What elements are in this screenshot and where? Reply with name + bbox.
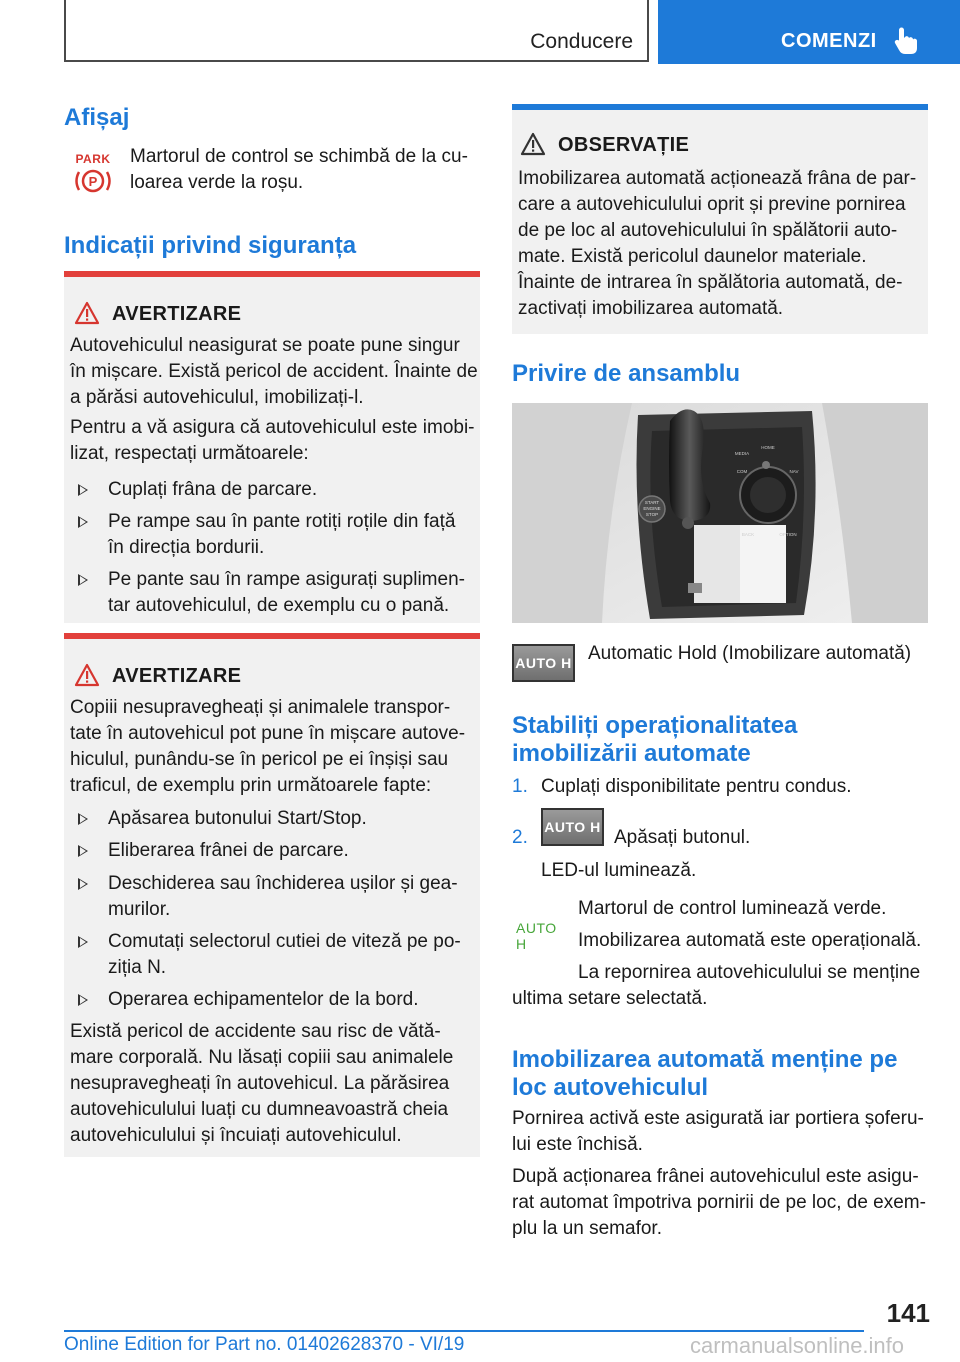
warning2-para2-line3: nesupravegheați în autovehicul. La părăsirea [70, 1073, 450, 1094]
watermark: carmanualsonline.info [690, 1333, 905, 1358]
indicator-tail: ultima setare selectată. [512, 988, 708, 1009]
warning2-para2-line5: autovehiculului și încuiați autovehiculul. [70, 1125, 402, 1146]
warning2-para1-line4: traficul, de exemplu prin următoarele fapte: [70, 775, 432, 796]
auto-hold-button-icon [512, 644, 575, 682]
warning-triangle-icon [520, 132, 546, 156]
list-item: Pe rampe sau în pante rotiți roțile din față în direcția bordurii. [78, 509, 455, 561]
warning1-para1-line3: a părăsi autovehiculul, imobilizați-l. [70, 387, 364, 408]
section-tab[interactable] [64, 0, 649, 62]
console-label-engine: ENGINE [643, 506, 661, 511]
step-number-1: 1. [512, 776, 528, 797]
warning2-para1-line2: tate în autovehicul pot pune în mișcare autove- [70, 723, 466, 744]
hold-para2-line3: plu la un semafor. [512, 1218, 662, 1239]
list-item: Apăsarea butonului Start/Stop. [78, 806, 367, 832]
warning-box-1 [64, 271, 480, 623]
list-item: Operarea echipamentelor de la bord. [78, 987, 419, 1013]
console-label-option: OPTION [779, 532, 797, 537]
hold-para2-line1: După acționarea frânei autovehiculul este asigu- [512, 1166, 919, 1187]
console-label-stop: STOP [645, 512, 659, 517]
list-item: Pe pante sau în rampe asigurați suplimen- tar autovehiculul, de exemplu cu o pană. [78, 567, 465, 619]
hand-pointer-icon [893, 26, 919, 56]
warning2-para2-line4: autovehiculului luați cu dumneavoastră cheia [70, 1099, 449, 1120]
list-item: Cuplați frâna de parcare. [78, 477, 317, 503]
step-number-2: 2. [512, 827, 528, 848]
console-label-home: HOME [761, 445, 775, 450]
note-line1: Imobilizarea automată acționează frâna de par- [518, 168, 917, 189]
auto-hold-caption: Automatic Hold (Imobilizare automată) [588, 643, 912, 664]
step-text-1: Cuplați disponibilitate pentru condus. [541, 776, 852, 797]
auto-hold-step-label: AUTO H [544, 819, 601, 835]
warning2-para1-line1: Copiii nesupravegheați și animalele transpor- [70, 697, 451, 718]
note-line4: mate. Există pericolul daunelor materiale. [518, 246, 867, 267]
warning2-para2-line2: mare corporală. Nu lăsați copiii sau animalele [70, 1047, 454, 1068]
setup-title-line2: imobilizării automate [512, 740, 751, 767]
console-label-back: BACK [741, 532, 755, 537]
warning2-para1-line3: hiculul, punându-se în pericol pe ei înșiși sau [70, 749, 449, 770]
list-item: Deschiderea sau închiderea ușilor și gea- murilor. [78, 871, 458, 923]
indicator-line2: Imobilizarea automată este operațională. [578, 930, 922, 951]
section-tab-label: Conducere [530, 30, 633, 53]
hold-title-line1: Imobilizarea automată menține pe [512, 1046, 898, 1073]
console-label-start: START [644, 500, 660, 505]
warning1-para1-line1: Autovehiculul neasigurat se poate pune singur [70, 335, 460, 356]
console-label-media: MEDIA [734, 451, 750, 456]
console-label-nav: NAV [789, 469, 799, 474]
warning2-para2-line1: Există pericol de accidente sau risc de vătă- [70, 1021, 441, 1042]
warning-box-2 [64, 633, 480, 1157]
note-line5: Înainte de intrarea în spălătoria automată, de- [518, 272, 903, 293]
note-line2: care a autovehiculului oprit și previne pornirea [518, 194, 906, 215]
hold-para2-line2: rat automat împotriva pornirii de pe loc, de exem- [512, 1192, 926, 1213]
led-text: LED-ul luminează. [541, 860, 697, 881]
console-label-com: COM [736, 469, 748, 474]
park-icon-label: PARK [75, 152, 111, 166]
indicator-line3: La repornirea autovehiculului se menține [578, 962, 921, 983]
auto-hold-button-label: AUTO H [515, 655, 572, 671]
auto-hold-indicator-icon: AUTO H [516, 920, 557, 952]
note-line3: de pe loc al autovehiculului în spălătorii auto- [518, 220, 898, 241]
footer-edition: Online Edition for Part no. 01402628370 - VI/19 [64, 1334, 465, 1355]
warning1-para2-line2: lizat, respectați următoarele: [70, 443, 309, 464]
warning-heading-2: AVERTIZARE [112, 665, 242, 687]
warning-triangle-icon [74, 663, 100, 687]
active-tab-label: COMENZI [781, 30, 877, 52]
center-console-photo [512, 403, 928, 623]
page-number: 141 [886, 1298, 930, 1328]
auto-hold-button-icon [541, 808, 604, 846]
warning-heading-1: AVERTIZARE [112, 303, 242, 325]
svg-text:P: P [88, 174, 98, 189]
afisaj-title: Afișaj [64, 104, 130, 131]
overview-title: Privire de ansamblu [512, 360, 741, 387]
hold-para1-line1: Pornirea activă este asigurată iar portiera șoferu- [512, 1108, 924, 1129]
indicator-line1: Martorul de control luminează verde. [578, 898, 887, 919]
list-item: Comutați selectorul cutiei de viteză pe po- ziția N. [78, 929, 461, 981]
safety-title: Indicații privind siguranța [64, 232, 357, 259]
setup-title-line1: Stabiliți operaționalitatea [512, 712, 798, 739]
footer-divider [64, 1330, 864, 1332]
active-tab[interactable] [658, 0, 960, 64]
note-heading: OBSERVAȚIE [558, 134, 690, 156]
hold-title-line2: loc autovehiculul [512, 1074, 709, 1101]
note-box [512, 104, 928, 334]
warning1-para1-line2: în mișcare. Există pericol de accident. Înainte de [70, 361, 478, 382]
step-text-2: Apăsați butonul. [614, 827, 751, 848]
afisaj-text-line1: Martorul de control se schimbă de la cu- [130, 146, 468, 167]
park-brake-icon [70, 152, 116, 196]
hold-para1-line2: lui este închisă. [512, 1134, 643, 1155]
warning1-para2-line1: Pentru a vă asigura că autovehiculul este imobi- [70, 417, 475, 438]
afisaj-text-line2: loarea verde la roșu. [130, 172, 304, 193]
warning-triangle-icon [74, 301, 100, 325]
note-line6: zactivați imobilizarea automată. [518, 298, 784, 319]
list-item: Eliberarea frânei de parcare. [78, 838, 349, 864]
